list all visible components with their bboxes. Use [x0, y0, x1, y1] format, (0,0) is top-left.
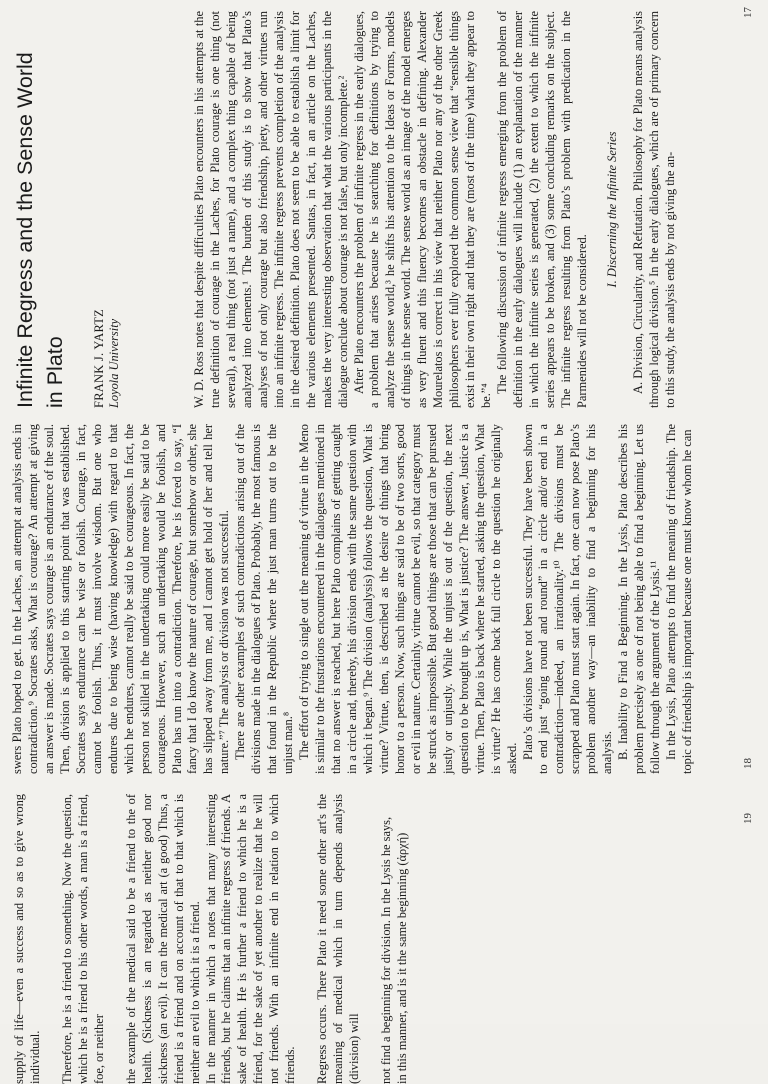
middle-paragraph-5: B. Inability to Find a Beginning. In the Lysis, Plato describes his problem precisely as one of not being able to find a beginning. Let us follow through the argument of the Lysis.¹¹ — [616, 424, 663, 774]
left-paragraph-7: in this manner, and is it the same beginning (ἀρχή) — [395, 832, 410, 1084]
article-title-line-2: in Plato — [43, 336, 67, 408]
right-page-number: 17 — [742, 7, 754, 18]
right-section-paragraph: A. Division, Circularity, and Refutation. Philosophy for Plato means analysis through logical division.⁵ In the early dialogues, which are of primary concern to this study, the analysis ends by not giving the an- — [630, 11, 677, 408]
right-page-column — [10, 11, 679, 408]
author-affiliation: Loyola University — [107, 318, 121, 408]
middle-paragraph-4: Plato’s divisions have not been successful. They have been shown to end just “going round and round” in a circle and/or end in a contradiction—indeed, an irrationality.¹⁰ The divisions must be scrapped and Plato must start again. In fact, one can now pose Plato’s problem another way—an inability to find a beginning for his analysis. — [520, 424, 615, 774]
middle-page-column — [10, 424, 696, 774]
left-paragraph-3: the example of the medical said to be a friend to the of health. (Sickness is an regarded as neither good nor sickness (an evil). It can the medical art (a good) Thus, a friend is a friend and on account of that to that which is neither an evil to which it is a friend. — [123, 794, 202, 1084]
right-paragraph-1: W. D. Ross notes that despite difficulties Plato encounters in his attempts at the true definition of courage in the Laches, for Plato courage is one thing (not several), a real thing (not just a name), and a complex thing capable of being analyzed into elements.¹ The burden of this study is to show that Plato’s analyses of not only courage but also friendship, piety, and other virtues run into an infinite regress. The infinite regress prevents completion of the analysis in the desired definition. Plato does not seem to be able to establish a limit for the various elements presented. Santas, in fact, in an article on the Laches, makes the very interesting observation that what the various participants in the dialogue conclude about courage is not false, but only incomplete.² — [192, 11, 350, 408]
middle-paragraph-1: swers Plato hoped to get. In the Laches, an attempt at analysis ends in contradiction.⁹ Socrates asks, What is courage? An attempt at giving an answer is made. Socrates says courage is an endurance of the soul. Then, division is applied to this starting point that was established. Socrates says endurance can be wise or foolish. Courage, in fact, cannot be foolish. Thus, it must involve wisdom. But one who endures due to being wise (having knowledge) with regard to that which he endures, cannot really be said to be courageous. In fact, the person not skilled in the undertaking could more easily be said to be courageous. However, such an undertaking would be foolish, and Plato has run into a contradiction. Therefore, he is forced to say, “I fancy that I do know the nature of courage, but somehow or other, she has slipped away from me, and I cannot get hold of her and tell her nature.”⁷ The analysis or division was not successful. — [10, 424, 232, 774]
middle-paragraph-3: The effort of trying to single out the meaning of virtue in the Meno is similar to the frustrations encountered in the dialogues mentioned in that no answer is reached, but here Plato complains of getting caught in a circle and, thereby, his division ends with the same question with which it began.⁹ The division (analysis) follows the question, What is virtue? Virtue, then, is described as the desire of things that bring honor to a person. Now, such things are said to be of two sorts, good or evil in nature. Certainly, virtue cannot be evil, so that category must be struck as impossible. But good things are those that can be pursued justly or unjustly. While the unjust is out of the question, the next question to be brought up is, What is justice? The answer, Justice is a virtue. Then, Plato is back where he started, asking the question, What is virtue? He has come back full circle to the question he originally asked. — [297, 424, 519, 774]
left-page-number: 19 — [742, 813, 754, 824]
section-heading: I. Discerning the Infinite Series — [604, 131, 619, 288]
middle-paragraph-2: There are other examples of such contradictions arising out of the divisions made in the dialogues of Plato. Probably, the most famous is that found in the Republic where the just man turns out to be the unjust man.⁸ — [233, 424, 296, 774]
middle-paragraph-6: In the Lysis, Plato attempts to find the meaning of friendship. The topic of friendship is important because one must know whom he can — [664, 424, 695, 774]
right-paragraph-3: The following discussion of infinite regress emerging from the problem of definition in the early dialogues will include (1) an explanation of the manner in which the infinite series is generated, (2) the extent to which the infinite series appears to be broken, and (3) some concluding remarks on the subject. The infinite regress resulting from Plato’s problem with predication in the Parmenides will not be considered. — [495, 11, 589, 408]
left-paragraph-4: In the manner in which a notes that many interesting friends, but he claims that an infinite regress of friends. A sake of health. He is further a friend to which he is a friend, for the sake of yet another to realize that he will not friends. With an infinite end in relation to which friends. — [203, 794, 298, 1084]
left-page-column — [12, 794, 752, 1084]
article-title-line-1: Infinite Regress and the Sense World — [13, 52, 37, 408]
left-paragraph-2: Therefore, he is a friend to something. Now the question, which he is a friend to his other words, a man is a friend, foe, or neither — [59, 794, 106, 1084]
left-paragraph-6: not find a beginning for division. In the Lysis he says, — [379, 816, 394, 1084]
left-paragraph-1: supply of life—even a success and so as to give wrong individual. — [12, 794, 42, 1084]
right-paragraph-2: After Plato encounters the problem of infinite regress in the early dialogues, a problem that arises because he is searching for definitions by trying to analyze the sense world,³ he shifts his attention to the Ideas or Forms, models of things in the sense world. The sense world as an image of the model emerges as very fluent and this fluency becomes an obstacle in defining. Alexander Mourelatos is correct in his view that neither Plato nor any of the other Greek philosophers ever fully explored the common sense view that “sensible things exist in their own right and that they are (most of the time) what they appear to be.”⁴ — [351, 11, 494, 408]
middle-page-number: 18 — [742, 758, 754, 769]
left-paragraph-5: Regress occurs. There Plato it need some other art's the meaning of medical which in turn depends analysis (division) will — [315, 794, 362, 1084]
author-name: FRANK J. YARTZ — [92, 308, 106, 408]
